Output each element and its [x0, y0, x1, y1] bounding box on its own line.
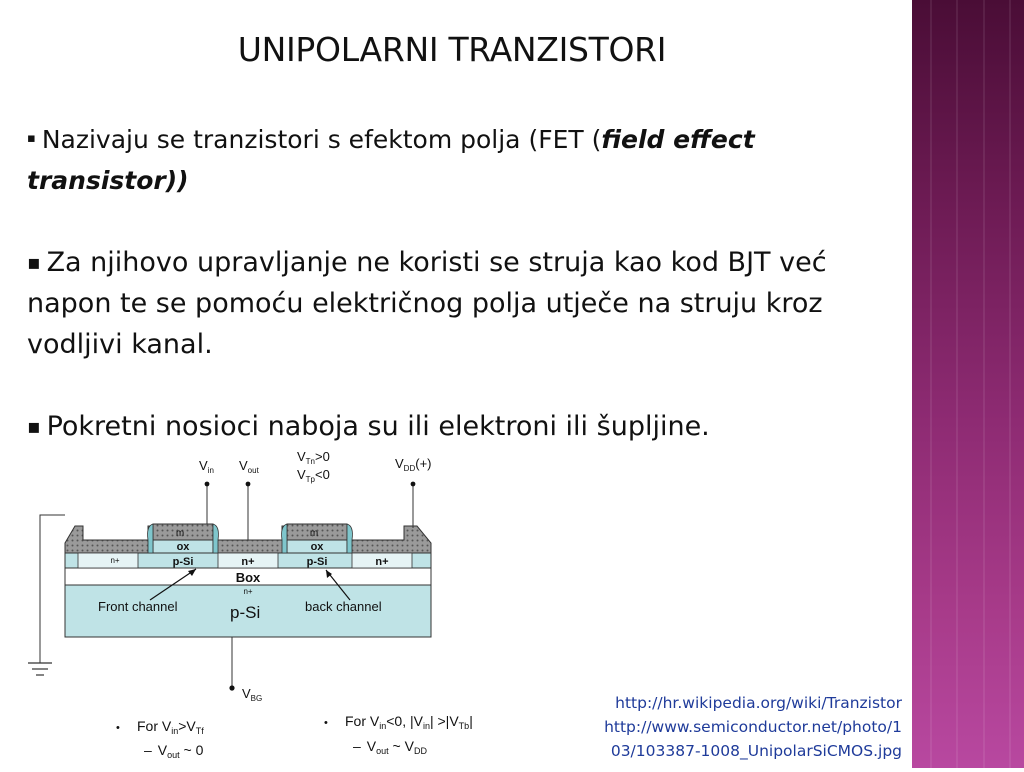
- nplus-middle-label: n+: [241, 556, 255, 568]
- gate-1-ox-label: ox: [176, 541, 190, 553]
- note-1-bullet-icon: •: [116, 722, 120, 734]
- bullet-carriers-text: Pokretni nosioci naboja su ili elektroni ili šupljine.: [46, 411, 710, 442]
- box-label: Box: [235, 570, 261, 585]
- soi-cmos-diagram: [20, 448, 540, 768]
- vtn-label: $V_{Tn}>0$: [297, 449, 330, 466]
- bullet-fet-text: Nazivaju se tranzistori s efektom polja (FET (: [41, 125, 602, 154]
- note-1-condition: For $V_{in}>V_{Tf}$: [137, 718, 204, 736]
- front-channel-label: Front channel: [98, 599, 178, 614]
- vin-label: $V_{in}$: [199, 458, 214, 475]
- vdd-label: $V_{DD}(+)$: [395, 456, 432, 473]
- vout-label: $V_{out}$: [239, 458, 259, 475]
- gate-1-psi-label: p-Si: [172, 556, 194, 568]
- nplus-left-label: n+: [110, 556, 120, 565]
- slide-title: UNIPOLARNI TRANZISTORI: [237, 30, 667, 69]
- source-link-2[interactable]: http://www.semiconductor.net/photo/1: [604, 718, 902, 736]
- gate-2-ox-label: ox: [310, 541, 324, 553]
- bullet-carriers: [27, 406, 877, 447]
- note-1-result: – $V_{out}$ ~ 0: [144, 742, 204, 760]
- note-2-condition: For $V_{in}<0$, $|V_{in}| >|V_{Tb}|$: [345, 713, 473, 731]
- vbg-label: $V_{BG}$: [242, 686, 263, 703]
- substrate-label: p-Si: [230, 603, 261, 622]
- back-channel-label: back channel: [305, 599, 382, 614]
- bullet-control-text: Za njihovo upravljanje ne koristi se struja kao kod BJT već napon te se pomoću električnog polja utječe na struju kroz vodljivi kanal.: [27, 247, 827, 360]
- source-links: [604, 691, 902, 763]
- bullet-square-icon: ▪: [27, 131, 36, 146]
- gate-2-psi-label: p-Si: [306, 556, 328, 568]
- decorative-side-band: [912, 0, 1024, 768]
- bullet-fet: [27, 118, 877, 201]
- vtp-label: $V_{Tp}<0$: [297, 467, 330, 484]
- source-link-3[interactable]: 03/103387-1008_UnipolarSiCMOS.jpg: [610, 742, 902, 760]
- bullet-control: [27, 242, 877, 365]
- bullet-fet-emphasis: field effect transistor)): [27, 125, 755, 195]
- gate-2-m-label: m: [309, 528, 319, 539]
- bullet-square-icon: ▪: [27, 414, 41, 438]
- note-2-bullet-icon: •: [324, 717, 328, 729]
- bullet-square-icon: ▪: [27, 250, 41, 274]
- note-2-result: – $V_{out}$ ~ $V_{DD}$: [353, 738, 427, 756]
- nplus-box-label: n+: [243, 587, 253, 596]
- source-link-1[interactable]: http://hr.wikipedia.org/wiki/Tranzistor: [615, 694, 902, 712]
- nplus-right-label: n+: [375, 556, 389, 568]
- gate-1-m-label: m: [175, 528, 185, 539]
